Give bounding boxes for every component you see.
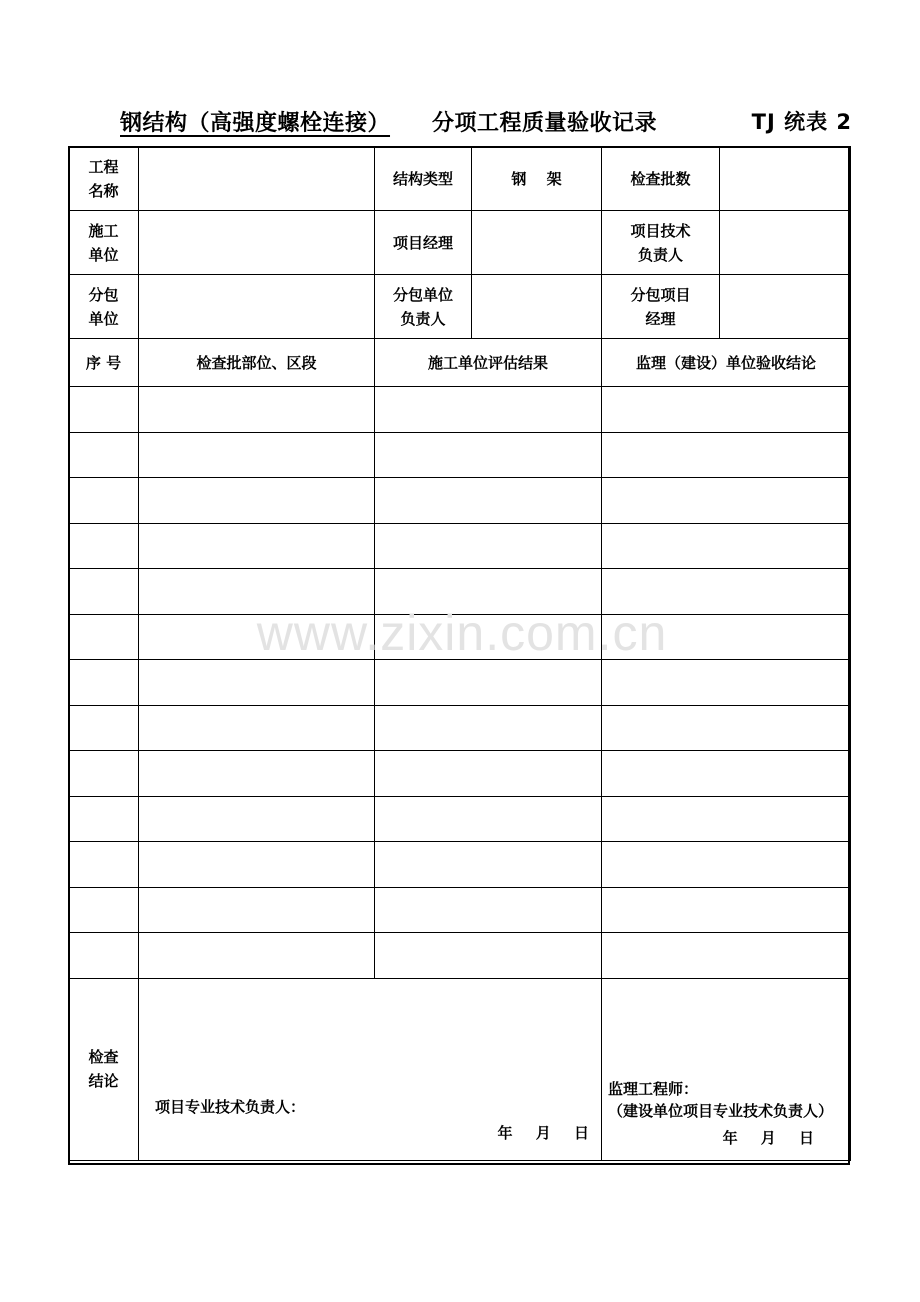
column-header-batch-location: 检查批部位、区段 bbox=[139, 339, 375, 387]
subcontract-lead-label: 分包单位 负责人 bbox=[375, 275, 472, 339]
form-outer-border bbox=[68, 146, 850, 1165]
supervision-engineer-label: 监理工程师： bbox=[608, 1079, 699, 1098]
construction-unit-label: 施工 单位 bbox=[69, 211, 139, 275]
structure-type-label: 结构类型 bbox=[375, 147, 472, 211]
batch-count-label: 检查批数 bbox=[602, 147, 720, 211]
document-title-main: 钢结构（高强度螺栓连接） bbox=[120, 111, 391, 136]
structure-type-value[interactable]: 钢 架 bbox=[472, 147, 602, 211]
form-code: TJ 统表 2 bbox=[751, 110, 852, 134]
project-manager-label: 项目经理 bbox=[375, 211, 472, 275]
subcontract-manager-label: 分包项目 经理 bbox=[602, 275, 720, 339]
conclusion-label: 检查 结论 bbox=[69, 978, 139, 1160]
owner-tech-lead-label: （建设单位项目专业技术负责人） bbox=[608, 1101, 834, 1120]
subcontract-unit-label: 分包 单位 bbox=[69, 275, 139, 339]
project-tech-lead-signature-label: 项目专业技术负责人： bbox=[155, 1097, 306, 1116]
project-name-label: 工程 名称 bbox=[69, 147, 139, 211]
column-header-supervision-conclusion: 监理（建设）单位验收结论 bbox=[602, 339, 851, 387]
document-title-sub: 分项工程质量验收记录 bbox=[432, 111, 658, 136]
technical-lead-label: 项目技术 负责人 bbox=[602, 211, 720, 275]
watermark: www.zixin.com.cn bbox=[256, 605, 668, 661]
column-header-construction-result: 施工单位评估结果 bbox=[375, 339, 602, 387]
title-row bbox=[0, 106, 920, 140]
construction-signoff-date: 年 月 日 bbox=[497, 1123, 589, 1142]
supervision-signoff-date: 年 月 日 bbox=[722, 1128, 815, 1147]
column-header-seq: 序 号 bbox=[69, 339, 139, 387]
